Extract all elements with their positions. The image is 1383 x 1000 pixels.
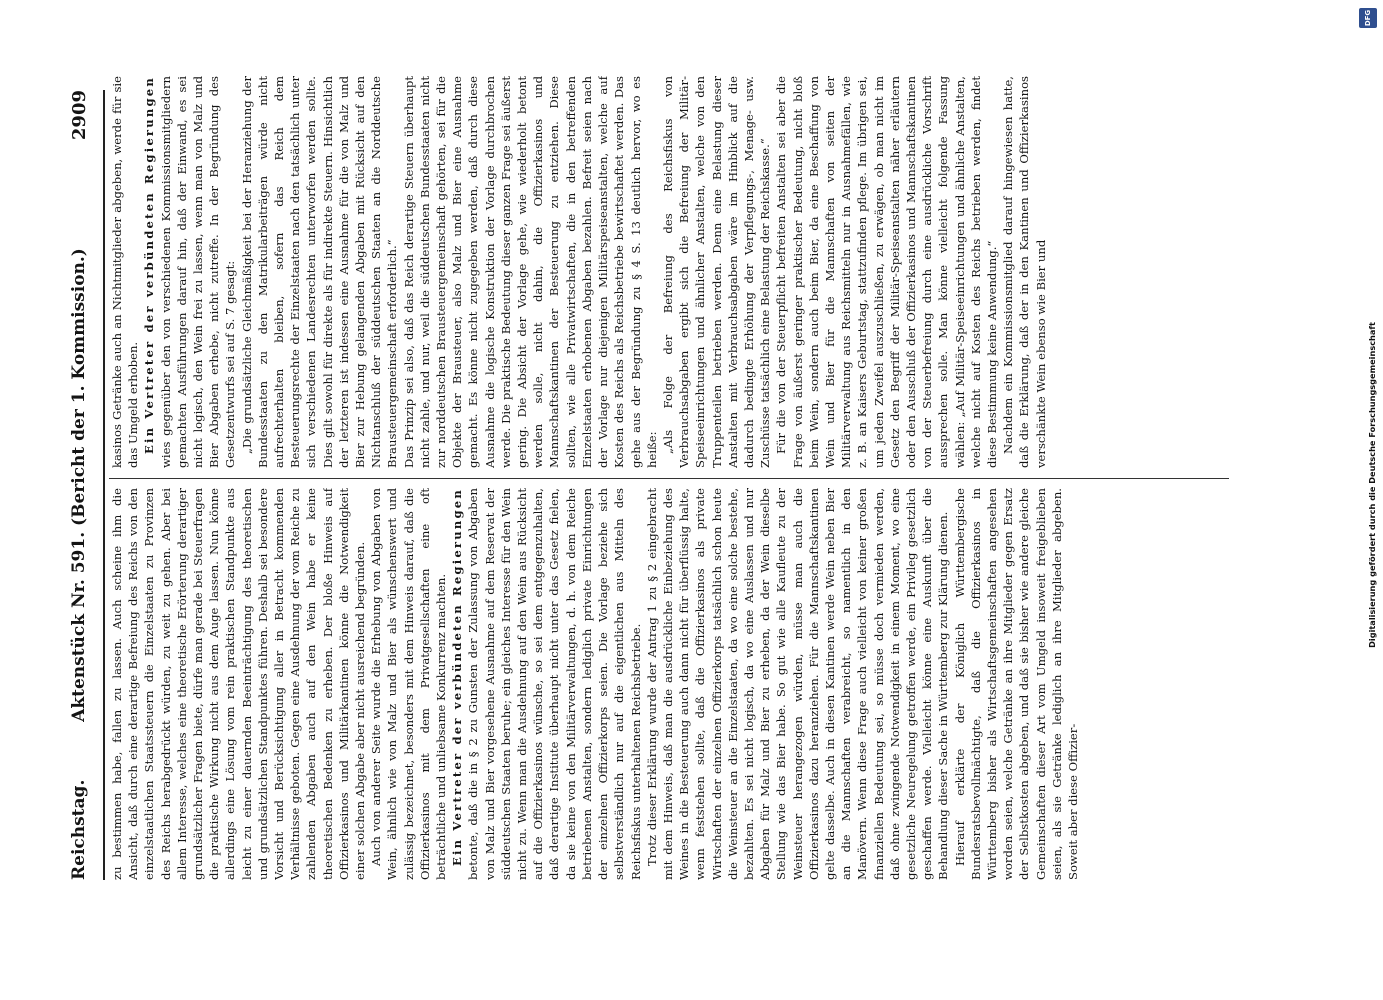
paragraph-text: „Als Folge der Befreiung des Reichsfiskus von Verbrauchsabgaben ergibt sich die Befreiung der Militär-Speiseeinrichtungen und ähnlicher Anstalten, welche von den Truppenteilen betrieben werden. Denn eine Belastung dieser Anstalten mit Verbrauchsabgaben wäre im Hinblick auf die dadurch bedingte Erhöhung der Verpflegungs-, Menage- usw. Zuschüsse tatsächlich eine Belastung der Reichskasse.“ [660, 76, 773, 468]
column-divider [109, 478, 1229, 479]
paragraph-text: zu bestimmen habe, fallen zu lassen. Auch scheine ihm die Ansicht, daß durch eine derartige Befreiung des Reichs von den einzelstaatlichen Staatssteuern die Einzelstaaten zu Provinzen des Reichs herabgedrückt würden, zu weit zu gehen. Aber bei allem Interesse, welches eine theoretische Erörterung derartiger grundsätzlicher Fragen biete, dürfe man gerade bei Steuerfragen die praktische Wirkung nicht aus dem Auge lassen. Nun könne allerdings eine Lösung vom rein praktischen Standpunkte aus leicht zu einer dauernden Beeinträchtigung des theoretischen und grundsätzlichen Standpunktes führen. Deshalb sei besondere Vorsicht und Berücksichtigung aller in Betracht kommenden Verhältnisse geboten. Gegen eine Ausdehnung der vom Reiche zu zahlenden Abgaben auch auf den Wein habe er keine theoretischen Bedenken zu erheben. Der bloße Hinweis auf Offizierkasinos und Militärkantinen könne die Notwendigkeit einer solchen Abgabe aber nicht ausreichend begründen. [110, 488, 368, 880]
rotated-page [41, 60, 1261, 940]
paragraph-text: kasinos Getränke auch an Nichtmitglieder abgeben, werde für sie das Umgeld erhoben. [110, 76, 141, 468]
paragraph [1000, 76, 1049, 468]
page-number: 2909 [69, 90, 90, 141]
paragraph [141, 76, 238, 468]
paragraph-text: „Die grundsätzliche Gleichmäßigkeit bei der Heranziehung der Bundesstaaten zu den Matrikularbeiträgen würde nicht aufrechterhalten bleiben, sofern das Reich dem Besteuerungsrechte der Einzelstaaten nach den tatsächlich unter sich verschiedenen Landesrechten unterworfen werden sollte. Dies gilt sowohl für direkte als für indirekte Steuern. Hinsichtlich der letzteren ist indessen eine Ausnahme für die von Malz und Bier zur Hebung gelangenden Abgaben mit Rücksicht auf den Nichtanschluß der süddeutschen Staaten an die Norddeutsche Brausteuergemeinschaft erforderlich.“ [239, 76, 400, 468]
paragraph-text: Das Prinzip sei also, daß das Reich derartige Steuern überhaupt nicht zahle, und nur, weil die süddeutschen Bundesstaaten nicht zur norddeutschen Brausteuergemeinschaft gehörten, sei für die Objekte der Brausteuer, also Malz und Bier eine Ausnahme gemacht. Es könne nicht zugegeben werden, daß durch diese Ausnahme die logische Konstruktion der Vorlage durchbrochen werde. Die praktische Bedeutung dieser ganzen Frage sei äußerst gering. Die Absicht der Vorlage gehe, wie wiederholt betont werden solle, nicht dahin, die Offizierkasinos und Mannschaftskantinen der Besteuerung zu entziehen. Diese sollten, wie alle Privatwirtschaften, die in den betreffenden Einzelstaaten erhobenen Abgaben bezahlen. Befreit seien nach der Vorlage nur diejenigen Militärspeiseanstalten, welche auf Kosten des Reichs als Reichsbetriebe bewirtschaftet werden. Das gehe aus der Begründung zu § 4 S. 13 deutlich hervor, wo es heiße: [401, 76, 659, 468]
paragraph [644, 488, 952, 880]
paragraph [109, 76, 141, 468]
paragraph-text: Für die von der Steuerpflicht befreiten Anstalten sei aber die Frage von äußerst geringer praktischer Bedeutung, nicht bloß beim Wein, sondern auch beim Bier, da eine Beschaffung von Wein und Bier für die Mannschaften von seiten der Militärverwaltung aus Reichsmitteln nur in Ausnahmefällen, wie z. B. an Kaisers Geburtstag, stattzufinden pflege. Im übrigen sei, um jeden Zweifel auszuschließen, zu erwägen, ob man nicht im Gesetz den Begriff der Militär-Speiseanstalten näher erläutern oder den Ausschluß der Offizierkasinos und Mannschaftskantinen von der Steuerbefreiung durch eine ausdrückliche Vorschrift aussprechen solle. Man könne vielleicht folgende Fassung wählen: „Auf Militär-Speiseeinrichtungen und ähnliche Anstalten, welche nicht auf Kosten des Reichs betrieben werden, findet diese Bestimmung keine Anwendung.“ [774, 76, 999, 468]
paragraph [368, 488, 449, 880]
page-header [69, 90, 95, 880]
paragraph-lead: Ein Vertreter der verbündeten Regierungen [142, 76, 157, 454]
digitization-credit [1367, 30, 1377, 940]
left-column [109, 488, 1234, 880]
right-column [109, 76, 1234, 468]
paragraph-text: wies gegenüber den von verschiedenen Kommissionsmitgliedern gemachten Ausführungen darauf hin, daß der Einwand, es sei nicht logisch, den Wein frei zu lassen, wenn man von Malz und Bier Abgaben erhebe, nicht zutreffe. In der Begründung des Gesetzentwurfs sei auf S. 7 gesagt: [158, 76, 238, 468]
paragraph [952, 488, 1082, 880]
paragraph [660, 76, 773, 468]
paragraph-text: betonte, daß die in § 2 zu Gunsten der Zulassung von Abgaben von Malz und Bier vorgesehene Ausnahme auf dem Reservat der süddeutschen Staaten beruhe; ein gleiches Interesse für den Wein nicht zu. Wenn man die Ausdehnung auf den Wein aus Rücksicht auf die Offizierkasinos wünsche, so sei dem entgegenzuhalten, daß derartige Institute überhaupt nicht unter das Gesetz fielen, da sie keine von den Militärverwaltungen, d. h. von dem Reiche betriebenen Anstalten, sondern lediglich private Einrichtungen der einzelnen Offizierkorps seien. Die Vorlage beziehe sich selbstverständlich nur auf die eigentlichen aus Mitteln des Reichsfiskus unterhaltenen Reichsbetriebe. [466, 488, 643, 880]
dfg-logo [1359, 8, 1377, 28]
paragraph [109, 488, 368, 880]
paragraph-text: Trotz dieser Erklärung wurde der Antrag 1 zu § 2 eingebracht mit dem Hinweis, daß man die ausdrückliche Einbeziehung des Weines in die Besteuerung auch dann nicht für überflüssig halte, wenn feststehen sollte, daß die Offizierkasinos als private Wirtschaften der einzelnen Offizierkorps tatsächlich schon heute die Weinsteuer an die Einzelstaaten, da wo eine solche bestehe, bezahlten. Es sei nicht logisch, da wo eine Auslassen und nur Abgaben für Malz und Bier zu erheben, da der Wein dieselbe Stellung wie das Bier habe. So gut wie alle Kaufleute zu der Weinsteuer herangezogen würden, müsse man auch die Offizierkasinos dazu heranziehen. Für die Mannschaftskantinen gelte dasselbe. Auch in diesen Kantinen werde Wein neben Bier an die Mannschaften verabreicht, so namentlich in den Manövern. Wenn diese Frage auch vielleicht von keiner großen finanziellen Bedeutung sei, so müsse doch vermieden werden, daß ohne zwingende Notwendigkeit in einem Moment, wo eine gesetzliche Neuregelung getroffen werde, ein Privileg gesetzlich geschaffen werde. Vielleicht könne eine Auskunft über die Behandlung dieser Sache in Württemberg zur Klärung dienen. [644, 488, 951, 880]
credit-text: Digitalisierung gefördert durch die Deutsche Forschungsgemeinschaft [1367, 322, 1377, 648]
paragraph-text: Auch von anderer Seite wurde die Erhebung von Abgaben von Wein, ähnlich wie von Malz und Bier als wünschenswert und zulässig bezeichnet, besonders mit dem Hinweis darauf, daß die Offizierkasinos mit dem Privatgesellschaften eine oft beträchtliche und unliebsame Konkurrenz machten. [369, 488, 449, 880]
paragraph-text: Hierauf erklärte der Königlich Württembergische Bundesratsbevollmächtigte, daß die Offizierkasinos in Württemberg bisher als Wirtschaftsgemeinschaften angesehen worden seien, welche Getränke an ihre Mitglieder gegen Ersatz der Selbstkosten abgeben, und daß sie bisher wie andere gleiche Gemeinschaften dieser Art vom Umgeld insoweit freigeblieben seien, als sie Getränke lediglich an ihre Mitglieder abgeben. Soweit aber diese Offizier- [952, 488, 1080, 880]
header-left: Reichstag. [69, 779, 89, 880]
paragraph [449, 488, 643, 880]
paragraph [401, 76, 660, 468]
paragraph [239, 76, 401, 468]
header-center: Aktenstück Nr. 591. (Bericht der 1. Kommission.) [69, 248, 89, 722]
paragraph-lead: Ein Vertreter der verbündeten Regierungen [450, 488, 465, 866]
paragraph-text: Nachdem ein Kommissionsmitglied darauf hingewiesen hatte, daß die Erklärung, daß der in den Kantinen und Offizierkasinos verschänkte Wein ebenso wie Bier und [1001, 76, 1048, 468]
paragraph [773, 76, 1000, 468]
header-rule [103, 90, 105, 880]
dfg-logo-text: DFG [1364, 9, 1372, 27]
